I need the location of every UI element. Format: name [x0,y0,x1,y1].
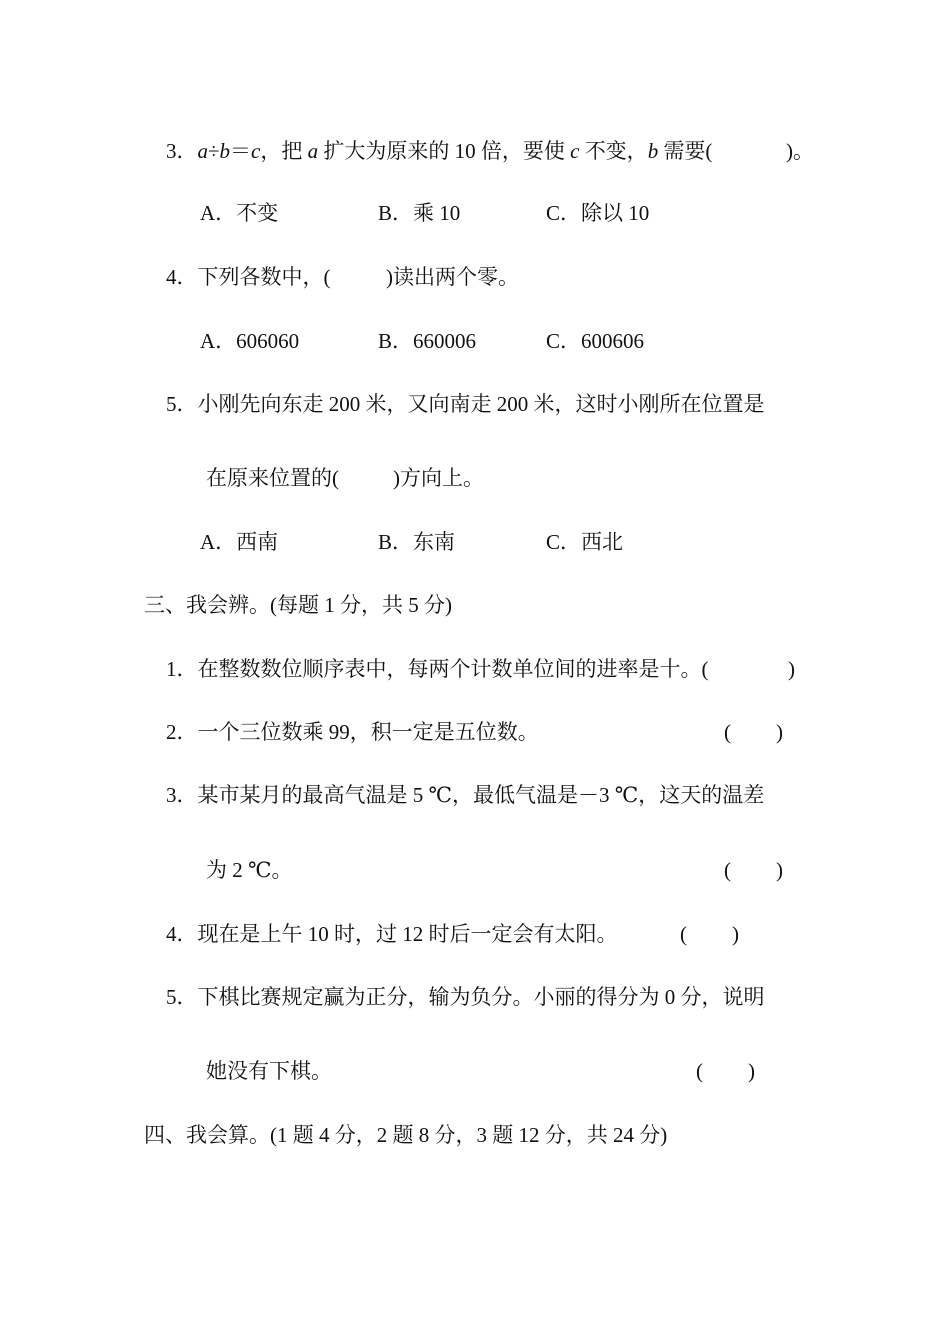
judge-item-3-continued: 为 2 ℃。 [206,858,293,882]
var-b: b [647,139,659,163]
question-5-continued: 在原来位置的( [206,466,339,490]
judge-item-5 [166,982,765,1012]
question-text: 现在是上午 10 时，过 12 时后一定会有太阳。 [197,922,618,946]
question-text: 不变， [579,139,648,163]
var-a: a [197,139,208,163]
option-a: A．606060 [200,329,300,353]
section-heading: 三、我会辨。(每题 1 分，共 5 分) [144,593,452,617]
section-heading: 四、我会算。(1 题 4 分，2 题 8 分，3 题 12 分，共 24 分) [144,1123,668,1147]
question-text: 需要( [658,139,713,163]
var-c: c [570,139,580,163]
var-b: b [219,139,231,163]
judge-item-5-continued: 她没有下棋。 [206,1059,332,1083]
option-c: C．西北 [546,530,624,554]
judge-item-4 [166,919,618,949]
option-c: C．除以 10 [546,201,650,225]
answer-paren-close: ) [788,657,795,681]
judge-item-2 [166,717,539,747]
answer-paren-close: ) [776,720,783,744]
equals-sign: ＝ [230,139,252,163]
option-a: A．不变 [200,201,279,225]
question-number: 2． [166,720,198,744]
option-b: B．东南 [378,530,456,554]
question-text: ，把 [260,139,308,163]
option-a: A．西南 [200,530,279,554]
question-text: 下棋比赛规定赢为正分，输为负分。小丽的得分为 0 分，说明 [197,985,765,1009]
judge-item-3 [166,780,764,810]
option-b: B．660006 [378,329,477,353]
answer-paren-close: )读出两个零。 [386,265,519,289]
question-text: 在整数数位顺序表中，每两个计数单位间的进率是十。( [197,657,709,681]
answer-paren-open: ( [724,720,731,744]
question-number: 5． [166,392,198,416]
question-number: 4． [166,922,198,946]
option-c: C．600606 [546,329,645,353]
question-text: 下列各数中，( [197,265,331,289]
answer-paren-close: ) [776,858,783,882]
answer-paren-close: )。 [786,139,814,163]
question-number: 3． [166,783,198,807]
answer-paren-open: ( [724,858,731,882]
question-number: 4． [166,265,198,289]
answer-paren-open: ( [696,1059,703,1083]
question-text: 某市某月的最高气温是 5 ℃，最低气温是－3 ℃，这天的温差 [197,783,765,807]
judge-item-1 [166,654,709,684]
question-5 [166,389,765,419]
answer-paren-open: ( [680,922,687,946]
question-4 [166,262,331,292]
answer-paren-close: ) [732,922,739,946]
question-number: 1． [166,657,198,681]
option-b: B．乘 10 [378,201,461,225]
question-text: 扩大为原来的 10 倍，要使 [318,139,571,163]
answer-paren-close: )方向上。 [393,466,484,490]
question-3 [166,136,712,166]
divide-sign: ÷ [208,139,220,163]
answer-paren-close: ) [748,1059,755,1083]
var-a: a [307,139,319,163]
question-text: 小刚先向东走 200 米，又向南走 200 米，这时小刚所在位置是 [197,392,765,416]
question-number: 5． [166,985,198,1009]
var-c: c [251,139,261,163]
question-text: 一个三位数乘 99，积一定是五位数。 [197,720,539,744]
question-number: 3． [166,139,198,163]
